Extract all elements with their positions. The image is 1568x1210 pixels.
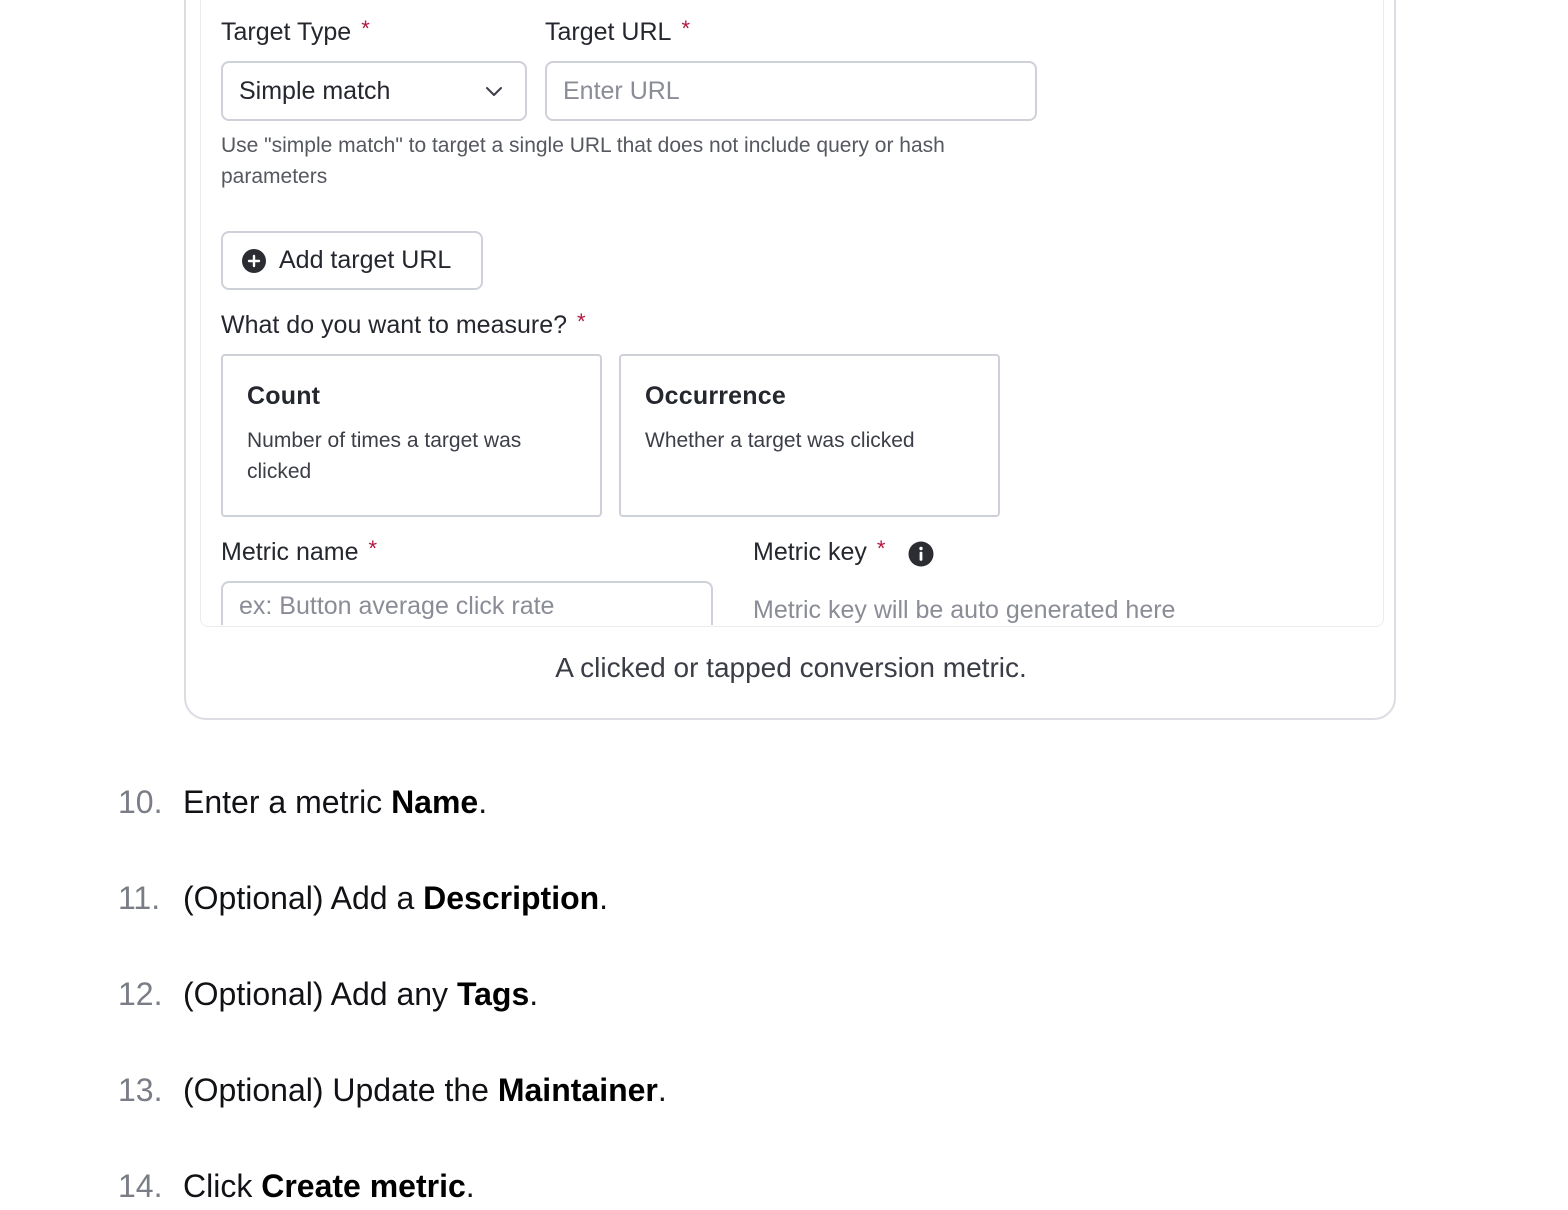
measure-option-count[interactable] (221, 354, 602, 517)
step-text-bold: Maintainer (497, 1071, 658, 1108)
target-url-label (545, 18, 690, 47)
step-text-pre: (Optional) Add a (183, 879, 424, 916)
step-text-pre: Click (183, 1167, 262, 1204)
measure-option-description: Whether a target was clicked (645, 429, 915, 452)
metric-name-label (221, 538, 377, 567)
required-asterisk: * (681, 16, 691, 41)
step-text-pre: Enter a metric (183, 783, 392, 820)
target-type-select[interactable] (221, 61, 527, 121)
step-text-post: . (465, 1167, 475, 1204)
required-asterisk: * (368, 536, 378, 561)
step-text-post: . (599, 879, 609, 916)
measure-option-occurrence[interactable] (619, 354, 1000, 517)
step-text-post: . (478, 783, 488, 820)
step-text-bold: Create metric (261, 1167, 466, 1204)
metric-name-label-text: Metric name (221, 538, 359, 566)
add-target-url-button[interactable] (221, 231, 483, 290)
step-text-bold: Tags (456, 975, 530, 1012)
target-url-input[interactable] (545, 61, 1037, 121)
measure-option-title: Count (247, 382, 321, 410)
target-url-label-text: Target URL (545, 18, 672, 46)
add-target-url-label: Add target URL (279, 246, 452, 274)
step-text (183, 880, 608, 917)
step-text-bold: Name (391, 783, 479, 820)
measure-option-title: Occurrence (645, 382, 786, 410)
step-text-pre: (Optional) Update the (183, 1071, 498, 1108)
info-icon[interactable] (908, 541, 934, 567)
step-text (183, 1072, 667, 1109)
step-text-post: . (657, 1071, 667, 1108)
figure-caption: A clicked or tapped conversion metric. (555, 652, 1027, 683)
metric-name-input[interactable] (221, 581, 713, 625)
measure-label (221, 311, 586, 340)
required-asterisk: * (577, 309, 586, 334)
required-asterisk: * (361, 16, 370, 41)
step-text (183, 976, 538, 1013)
plus-circle-icon (241, 248, 267, 274)
target-type-label (221, 18, 370, 47)
chevron-down-icon (485, 83, 503, 101)
step-number: 14. (118, 1167, 163, 1204)
step-text (183, 1168, 475, 1205)
step-text-bold: Description (423, 879, 600, 916)
metric-key-label-text: Metric key (753, 538, 867, 566)
step-number: 13. (118, 1071, 163, 1108)
step-text (183, 784, 487, 821)
required-asterisk: * (876, 536, 886, 561)
target-type-label-text: Target Type (221, 18, 352, 46)
target-type-selected-value: Simple match (239, 76, 391, 105)
step-number: 10. (118, 783, 163, 820)
measure-label-text: What do you want to measure? (221, 311, 568, 339)
metric-key-label (753, 538, 885, 567)
step-text-pre: (Optional) Add any (183, 975, 457, 1012)
step-number: 12. (118, 975, 163, 1012)
target-type-hint: Use "simple match" to target a single URL that does not include query or hash parameters (221, 134, 945, 188)
measure-option-description: Number of times a target was clicked (247, 429, 522, 483)
step-text-post: . (529, 975, 539, 1012)
step-number: 11. (118, 879, 161, 916)
metric-key-value: Metric key will be auto generated here (753, 596, 1176, 624)
